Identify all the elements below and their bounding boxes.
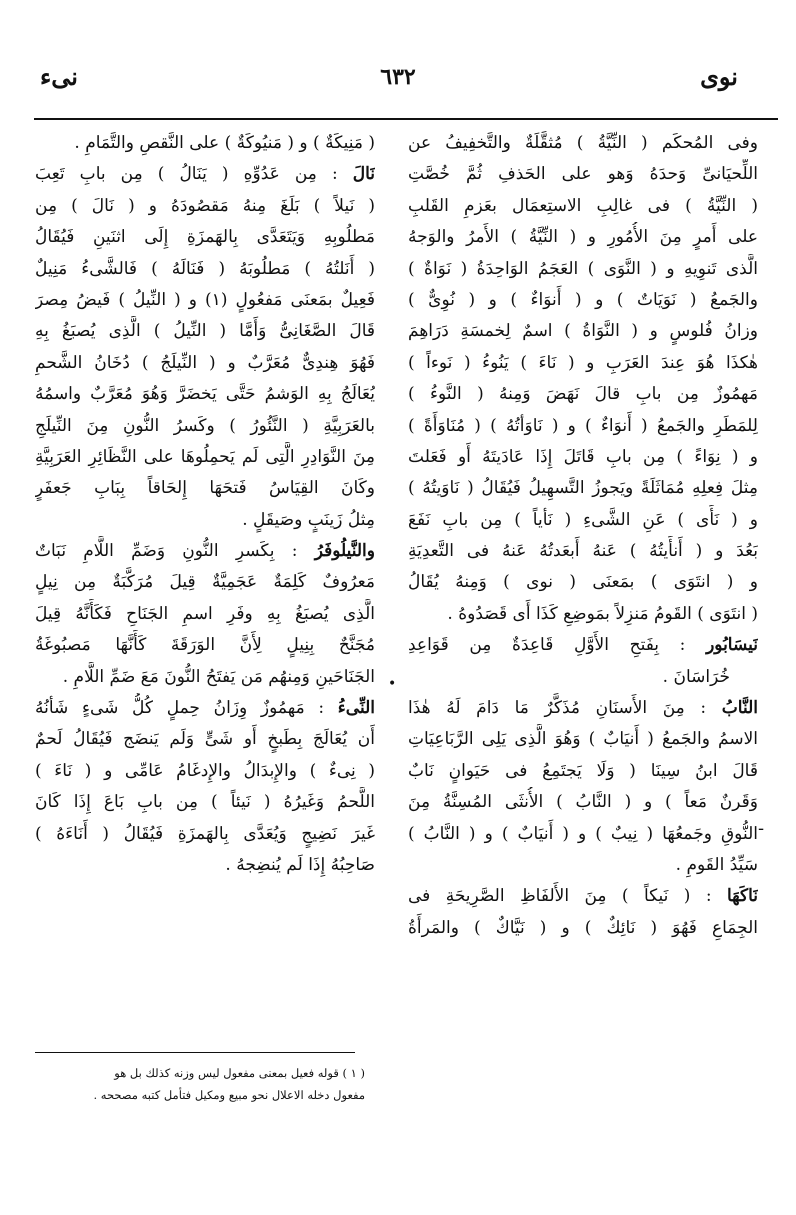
text-line: وزانُ فُلوسٍ و ( النَّوَاةُ ) اسمٌ لِخمسَةِ دَرَاهِمَ (408, 321, 758, 342)
entry-line (408, 693, 758, 724)
right-column (408, 128, 758, 944)
text-line: صَاحِبُهُ إِذَا لَم يُنضِجهُ . (225, 854, 375, 875)
text-line: الَّذِى يُصبَغُ بِهِ وفَرِ اسمِ الجَنَاحِ فَكَأَنَّهُ قِيلَ (35, 603, 375, 624)
text-line: على أَمرٍ مِنَ الأُمُورِ و ( النِّيَّةُ ) الأَمرُ والوَجهُ (408, 227, 758, 248)
text-line: قَالَ الصَّغَانِىُّ وَأَمَّا ( النِّيلُ ) الَّذِى يُصبَغُ بِهِ (35, 321, 375, 342)
entry-text: : بِكَسرِ النُّونِ وَضَمِّ اللَّامِ نَبَاتٌ (35, 541, 298, 562)
text-line: هٰكذَا هُوَ عِندَ العَرَبِ و ( نَاءَ ) يَنُوءُ ( نَوءاً ) (408, 352, 758, 373)
headword: النَّابُ (721, 698, 758, 719)
text-line: اللِّحيَانىِّ وَحدَهُ وَهو على الحَذفِ ثُمَّ خُصَّتِ (408, 164, 758, 185)
text-line: والجَمعُ ( نَوَيَاتٌ ) و ( أَنوَاءٌ ) و ( نُوِىٌّ ) (408, 289, 758, 310)
text-line: و ( انتَوَى ) بمَعنَى ( نوى ) وَمِنهُ يُقَالُ (408, 572, 758, 593)
text-line: و ( نِوَاءً ) مِن بابِ قَاتَلَ إِذَا عَادَيتَهُ أَو فَعَلتَ (408, 446, 758, 467)
headword: والنَّيلُوفَرُ (314, 541, 375, 562)
text-line: بالعَرَبِيَّةِ ( النَّئُورُ ) وكَسرُ النُّونِ مِنَ النِّيلَجِ (35, 415, 375, 436)
headword: نَيسَابُور (706, 635, 758, 656)
text-line: مِثلُ زَينَبٍ وصَيقَلٍ . (242, 509, 375, 530)
text-line: وكَانَ القِيَاسُ فَتحَهَا إِلحَاقاً بِبَابِ جَعفَرٍ (35, 478, 375, 499)
text-line: يُعَالَجُ بِهِ الوَشمُ حَتَّى يَخضَرَّ وَهُوَ مُعَرَّبٌ واسمُهُ (35, 384, 375, 405)
margin-dot: • (388, 676, 397, 692)
text-line: مُجَنَّحٌ بِنِيلٍ لِأَنَّ الوَرَقَةَ كَأَنَّهَا مَصبُوغَةُ (35, 635, 375, 656)
text-line: مَطلُوبِهِ وَيَتَعَدَّى بِالهَمزَةِ إِلَى اثنَينِ فَيُقَالُ (35, 227, 375, 248)
entry-text: : مَهمُوزٌ وِزَانُ حِملٍ كُلُّ شَىءٍ شَأنُهُ (35, 698, 325, 719)
text-line: وَقَرنٌ مَعاً ) و ( النَّابُ ) الأُنثَى المُسِنَّةُ مِنَ (408, 792, 758, 813)
text-line: ( مَنِيكَةٌ ) و ( مَنيُوكَةٌ ) على النَّقصِ والتَّمَامِ . (74, 133, 375, 153)
entry-text: : بِفَتحِ الأَوَّلِ قَاعِدَةٌ مِن قَوَاعِدِ (408, 635, 686, 656)
entry-line (35, 159, 375, 190)
text-line: خُرَاسَانَ . (662, 666, 730, 687)
entry-line (408, 881, 758, 912)
page-number: ٦٣٢ (380, 64, 416, 90)
entry-text: : ( نَيكاً ) مِنَ الأَلفَاظِ الصَّرِيحَةِ فى (408, 886, 712, 907)
headword: نَاكَهَا (726, 886, 758, 907)
text-line: ( نَيلاً ) بَلَغَ مِنهُ مَقصُودَهُ و ( نَالَ ) مِن (35, 195, 375, 216)
text-line: و ( نَأَى ) عَنِ الشَّىءِ ( نَأياً ) مِن بابِ نَفَعَ (408, 509, 758, 530)
left-column (35, 128, 375, 881)
text-line: مَهمُوزٌ مِن بابِ قالَ نَهَضَ وَمِنهُ ( النَّوءُ ) (408, 384, 758, 405)
text-line: مَعرُوفٌ كَلِمَةٌ عَجَمِيَّةٌ قِيلَ مُرَكَّبَةٌ مِن نِيلٍ (35, 572, 375, 593)
text-line: مِنَ النَّوَادِرِ الَّتِى لَم يَحمِلُوهَا على النَّظَائِرِ العَرَبِيَّةِ (35, 446, 375, 467)
footnote (35, 1062, 365, 1106)
entry-line (35, 536, 375, 567)
text-line: ( النِّيَّةُ ) فى غالِبِ الاستِعمَال بعَزمِ القَلبِ (408, 195, 758, 216)
text-line: النُّوقِ وجَمعُهَا ( نِيبٌ ) و ( أَنيَابٌ ) و ( النَّابُ ) (408, 823, 758, 844)
running-head-right: نوی (700, 62, 738, 91)
text-line: الجِمَاعِ فَهُوَ ( نَائِكٌ ) و ( نَيَّاكٌ ) والمَرأَةُ (408, 917, 758, 938)
text-line: الجَنَاحَينِ وَمِنهُم مَن يَفتَحُ النُّونَ مَعَ ضَمِّ اللَّامِ . (62, 666, 375, 687)
text-line: بَعُدَ و ( أَنأَيتُهُ ) عَنهُ أَبعَدتُهُ عَنهُ فى التَّعدِيَةِ (408, 541, 758, 562)
text-line: الَّذى تَنوِيهِ و ( النَّوَى ) العَجَمُ الوَاحِدَةُ ( نَوَاةٌ ) (408, 258, 758, 279)
text-line: غَيرَ نَضِيجٍ وَيُعَدَّى بِالهَمزَةِ فَيُقَالُ ( أَنَاءَهُ ) (35, 823, 375, 844)
entry-line (35, 693, 375, 724)
text-line: الاسمُ والجَمعُ ( أَنيَابٌ ) وَهُوَ الَّذِى يَلِى الرَّبَاعِيَاتِ (408, 729, 758, 750)
text-line: ( انتَوَى ) القَومُ مَنزِلاً بمَوضِعِ كَذَا أَى قَصَدُوهُ . (447, 603, 758, 624)
entry-line (408, 630, 758, 661)
headword: نَالَ (352, 164, 375, 185)
text-line: فَهُوَ هِندِىٌّ مُعَرَّبٌ و ( النِّيلَجُ ) دُخَانُ الشَّحمِ (35, 352, 375, 373)
text-line: ( أَنَلتُهُ ) مَطلُوبَهُ ( فَنَالَهُ ) فَالشَّىءُ مَنِيلٌ (35, 258, 375, 279)
text-line: وفى المُحكَم ( النِّيَّةُ ) مُثقَّلَةٌ والتَّخفِيفُ عن (408, 133, 758, 153)
footnote-line: ( ١ ) قوله فعيل بمعنى مفعول ليس وزنه كذلك بل هو (114, 1066, 365, 1080)
entry-text: : مِن عَدُوِّهِ ( يَنَالُ ) مِن بابِ تَعِبَ (35, 164, 338, 185)
footnote-line: مفعول دخله الاعلال نحو مبيع ومكيل فتأمل كتبه مصححه . (93, 1088, 365, 1102)
margin-mark: - (758, 818, 765, 839)
text-line: سَيِّدُ القَومِ . (675, 854, 758, 875)
headword: النِّىءُ (337, 698, 375, 719)
text-line: اللَّحمُ وَغَيرُهُ ( نَيئاً ) مِن بابِ بَاعَ إِذَا كَانَ (35, 792, 375, 813)
text-line: فَعِيلٌ بمَعنَى مَفعُولٍ (١) و ( النِّيلُ ) فَيضُ مِصرَ (35, 289, 375, 310)
text-line: ( نِىءٌ ) والإِبدَالُ والإِدغَامُ عَامِّى و ( نَاءَ ) (35, 760, 375, 781)
running-head-left: نیء (40, 62, 78, 91)
entry-text: : مِنَ الأَسنَانِ مُذَكَّرٌ مَا دَامَ لَهُ هٰذَا (408, 698, 707, 719)
text-line: مِثلَ فِعلِهِ مُمَاثَلَةً ويَجوزُ التَّسهِيلُ فَيُقَالُ ( نَاوَيتُهُ ) (408, 478, 758, 499)
text-line: قَالَ ابنُ سِينَا ( وَلَا يَجتَمِعُ فى حَيَوانٍ نَابٌ (408, 760, 758, 781)
text-line: أَن يُعَالَجَ بِطَبخٍ أَو شَىٍّ وَلَم يَنضَج فَيُقَالُ لَحمٌ (35, 729, 375, 750)
footnote-rule (35, 1052, 355, 1053)
header-rule (34, 118, 778, 120)
text-line: لِلمَطَرِ والجَمعُ ( أَنوَاءٌ ) و ( نَاوَأتُهُ ) ( مُنَاوَأَةً ) (408, 415, 758, 436)
